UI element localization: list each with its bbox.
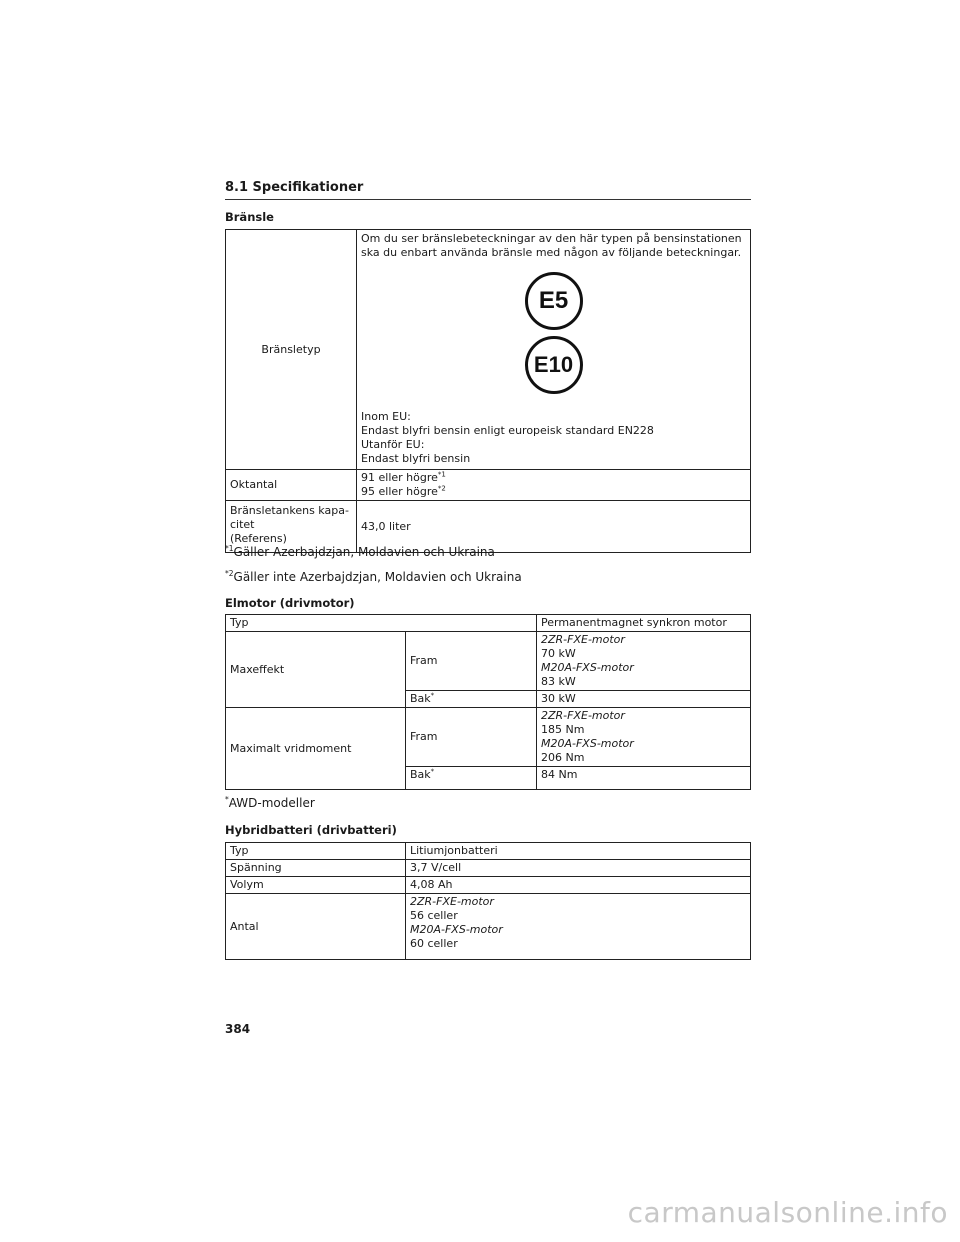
engine-name: 2ZR-FXE-motor xyxy=(410,895,494,908)
eu-line: Utanför EU: xyxy=(361,438,425,451)
voltage-label: Spänning xyxy=(226,860,406,877)
footnote-mark: *2 xyxy=(225,569,234,578)
footnote-text: AWD-modeller xyxy=(228,796,315,810)
eu-line: Endast blyfri bensin enligt europeisk standard EN228 xyxy=(361,424,654,437)
e10-badge: E10 xyxy=(525,336,583,394)
power-front-row xyxy=(226,632,751,691)
power-rear-label: Bak* xyxy=(406,691,537,708)
footnote-2 xyxy=(225,570,522,584)
motor-type-label: Typ xyxy=(226,615,537,632)
volume-value: 4,08 Ah xyxy=(406,877,751,894)
motor-table xyxy=(225,614,751,790)
power-rear-value: 30 kW xyxy=(537,691,751,708)
fuel-type-label: Bränsletyp xyxy=(226,230,357,470)
power-value: 70 kW xyxy=(541,647,576,660)
torque-label: Maximalt vridmoment xyxy=(226,708,406,790)
motor-type-row xyxy=(226,615,751,632)
power-front-value xyxy=(537,632,751,691)
battery-heading: Hybridbatteri (drivbatteri) xyxy=(225,823,397,837)
voltage-row xyxy=(226,860,751,877)
footnote-mark: * xyxy=(430,691,435,700)
battery-table xyxy=(225,842,751,960)
count-value xyxy=(406,894,751,960)
torque-value: 185 Nm xyxy=(541,723,585,736)
octane-label: Oktantal xyxy=(226,470,357,501)
fuel-heading: Bränsle xyxy=(225,210,274,224)
footnote-mark: *2 xyxy=(437,484,446,493)
voltage-value: 3,7 V/cell xyxy=(406,860,751,877)
footnote-1 xyxy=(225,545,495,559)
volume-label: Volym xyxy=(226,877,406,894)
torque-value: 206 Nm xyxy=(541,751,585,764)
footnote-text: Gäller Azerbajdzjan, Moldavien och Ukraina xyxy=(233,545,495,559)
torque-front-row xyxy=(226,708,751,767)
engine-name: 2ZR-FXE-motor xyxy=(541,709,625,722)
fuel-badges xyxy=(361,272,746,400)
octane-1: 91 eller högre xyxy=(361,471,438,484)
power-label: Maxeffekt xyxy=(226,632,406,708)
eu-line: Inom EU: xyxy=(361,410,411,423)
cell-count: 56 celler xyxy=(410,909,458,922)
eu-line: Endast blyfri bensin xyxy=(361,452,471,465)
tank-label-line: (Referens) xyxy=(230,532,287,545)
motor-heading: Elmotor (drivmotor) xyxy=(225,596,355,610)
section-title: 8.1 Specifikationer xyxy=(225,180,751,200)
engine-name: 2ZR-FXE-motor xyxy=(541,633,625,646)
tank-label-line: citet xyxy=(230,518,255,531)
power-value: 83 kW xyxy=(541,675,576,688)
octane-value xyxy=(357,470,751,501)
footnote-text: Gäller inte Azerbajdzjan, Moldavien och Ukraina xyxy=(233,570,522,584)
footnote-mark: * xyxy=(430,767,435,776)
engine-name: M20A-FXS-motor xyxy=(410,923,503,936)
battery-type-value: Litiumjonbatteri xyxy=(406,843,751,860)
octane-2: 95 eller högre xyxy=(361,485,438,498)
engine-name: M20A-FXS-motor xyxy=(541,737,634,750)
e5-badge: E5 xyxy=(525,272,583,330)
volume-row xyxy=(226,877,751,894)
motor-footnote xyxy=(225,796,315,810)
tank-label-line: Bränsletankens kapa- xyxy=(230,504,349,517)
battery-type-label: Typ xyxy=(226,843,406,860)
cell-count: 60 celler xyxy=(410,937,458,950)
fuel-type-row xyxy=(226,230,751,470)
battery-type-row xyxy=(226,843,751,860)
footnote-mark: *1 xyxy=(225,544,234,553)
count-label: Antal xyxy=(226,894,406,960)
footnote-mark: * xyxy=(225,795,229,804)
power-front-label: Fram xyxy=(406,632,537,691)
page-number: 384 xyxy=(225,1022,251,1036)
watermark: carmanualsonline.info xyxy=(627,1196,948,1229)
tank-value: 43,0 liter xyxy=(357,501,751,553)
engine-name: M20A-FXS-motor xyxy=(541,661,634,674)
motor-type-value: Permanentmagnet synkron motor xyxy=(537,615,751,632)
footnote-mark: *1 xyxy=(437,470,446,479)
count-row xyxy=(226,894,751,960)
fuel-table xyxy=(225,229,751,553)
torque-front-value xyxy=(537,708,751,767)
torque-rear-label: Bak* xyxy=(406,767,537,790)
fuel-intro: Om du ser bränslebeteckningar av den här typen på bensinstationen ska du enbart använda bränsle med någon av följande beteckningar. xyxy=(361,232,742,259)
torque-rear-value: 84 Nm xyxy=(537,767,751,790)
octane-row xyxy=(226,470,751,501)
fuel-type-value xyxy=(357,230,751,470)
torque-front-label: Fram xyxy=(406,708,537,767)
